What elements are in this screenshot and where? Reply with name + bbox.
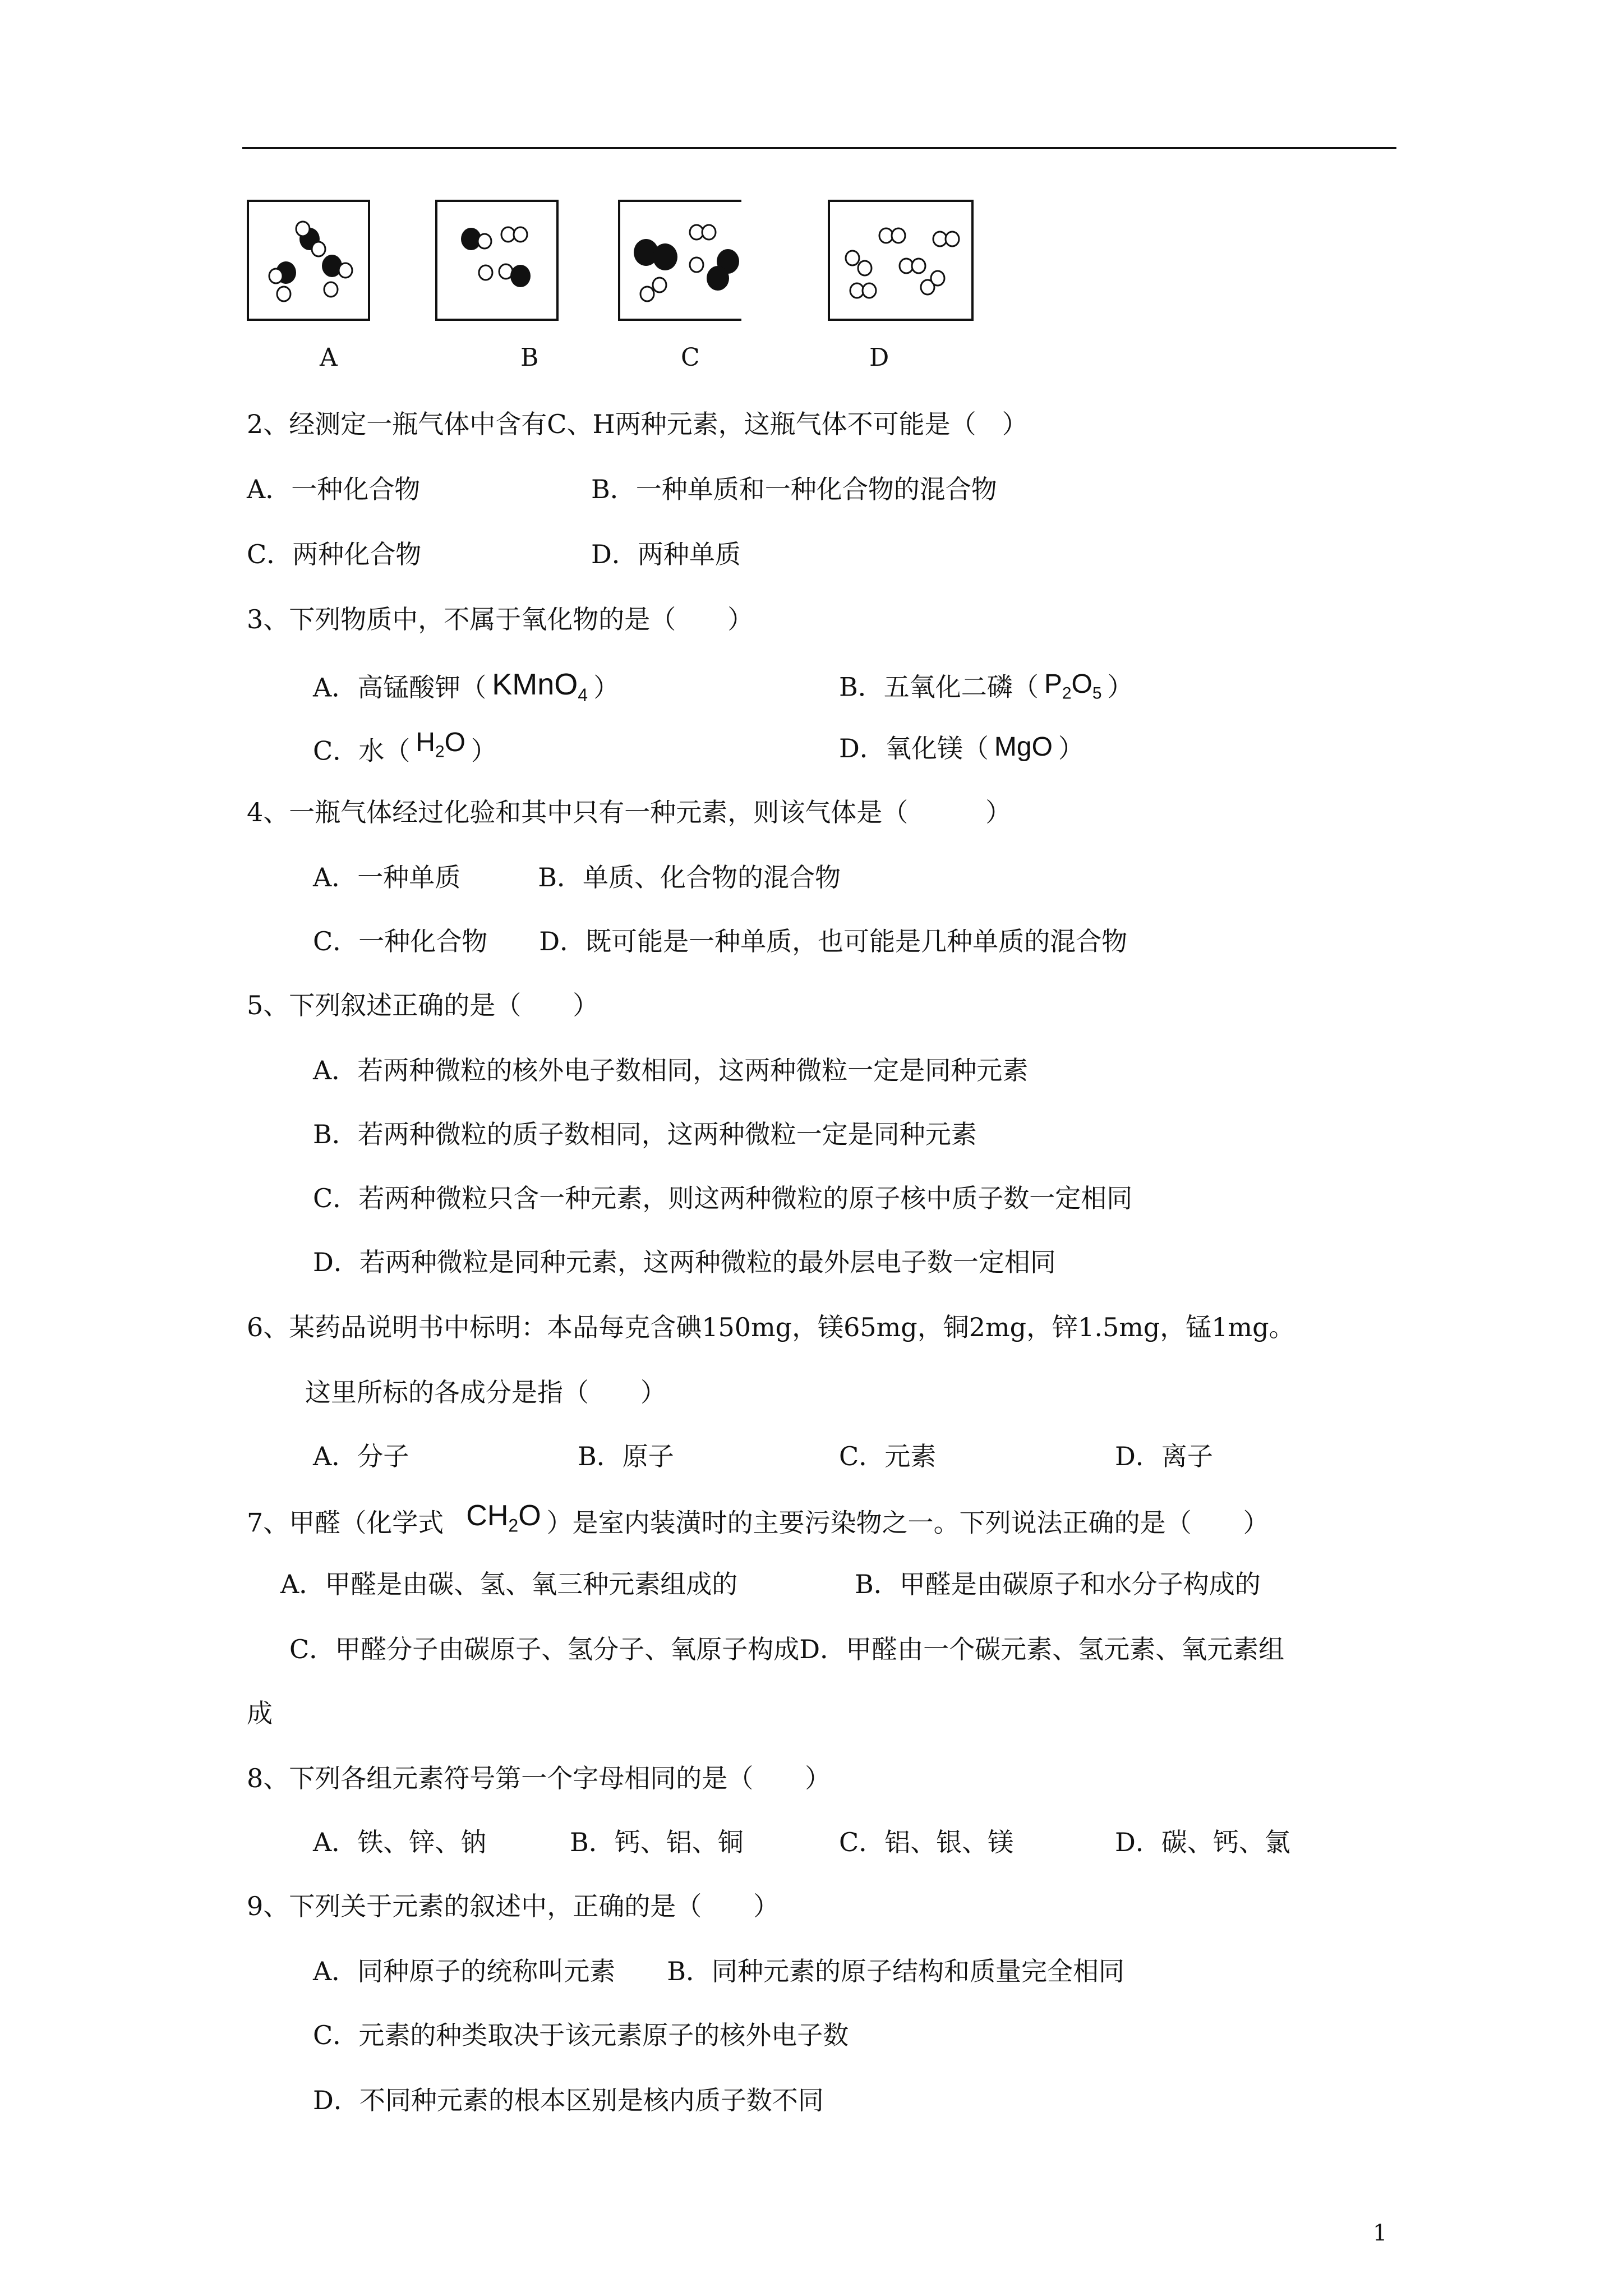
q2-option-c: C．两种化合物 bbox=[247, 539, 422, 569]
molecule-box-b bbox=[435, 200, 559, 321]
q2-option-b: B．一种单质和一种化合物的混合物 bbox=[591, 474, 997, 504]
formula-h2o: $H_2O$ bbox=[416, 728, 465, 761]
q9-option-c: C．元素的种类取决于该元素原子的核外电子数 bbox=[313, 2020, 849, 2050]
question-6-cont: 这里所标的各成分是指（ ） bbox=[305, 1377, 666, 1407]
question-7-end: ）是室内装潢时的主要污染物之一。下列说法正确的是（ ） bbox=[546, 1507, 1269, 1538]
q7-options-cd: C．甲醛分子由碳原子、氢分子、氧原子构成D．甲醛由一个碳元素、氢元素、氧元素组 bbox=[289, 1634, 1285, 1664]
question-6: 6、某药品说明书中标明：本品每克含碘150mg，镁65mg，铜2mg，锌1.5mg，锰1mg。 bbox=[247, 1312, 1295, 1342]
q4-options-cd: C．一种化合物 D．既可能是一种单质，也可能是几种单质的混合物 bbox=[313, 926, 1128, 956]
q3-option-a: A．高锰酸钾（ KMnO$_4$ ） bbox=[313, 669, 619, 711]
q4-options-ab: A．一种单质 B．单质、化合物的混合物 bbox=[313, 862, 841, 892]
q6-option-b: B．原子 bbox=[578, 1441, 674, 1471]
question-4: 4、一瓶气体经过化验和其中只有一种元素，则该气体是（ ） bbox=[247, 797, 1012, 827]
diagram-label-b: B bbox=[520, 343, 539, 372]
q8-option-a: A．铁、锌、钠 bbox=[313, 1827, 487, 1857]
q3-option-b: B．五氧化二磷（ $P_2O_5$ ） bbox=[839, 669, 1133, 710]
q3-option-d-label: D．氧化镁（ bbox=[839, 733, 989, 763]
q6-option-c: C．元素 bbox=[839, 1441, 937, 1471]
q5-option-c: C．若两种微粒只含一种元素，则这两种微粒的原子核中质子数一定相同 bbox=[313, 1183, 1133, 1213]
q2-option-a: A．一种化合物 bbox=[247, 474, 421, 504]
q5-option-a: A．若两种微粒的核外电子数相同，这两种微粒一定是同种元素 bbox=[313, 1055, 1029, 1085]
q5-option-d: D．若两种微粒是同种元素，这两种微粒的最外层电子数一定相同 bbox=[313, 1247, 1056, 1277]
diagram-label-c: C bbox=[681, 343, 700, 372]
question-2: 2、经测定一瓶气体中含有C、H两种元素，这瓶气体不可能是（ ） bbox=[247, 409, 1028, 439]
q6-option-d: D．离子 bbox=[1115, 1441, 1213, 1471]
q7-option-b: B．甲醛是由碳原子和水分子构成的 bbox=[855, 1569, 1261, 1599]
q7-options-cd-cont: 成 bbox=[247, 1698, 273, 1728]
question-7-start: 7、甲醛（化学式 bbox=[247, 1507, 444, 1538]
question-8: 8、下列各组元素符号第一个字母相同的是（ ） bbox=[247, 1763, 831, 1793]
q9-options-ab: A．同种原子的统称叫元素 B．同种元素的原子结构和质量完全相同 bbox=[313, 1956, 1125, 1986]
q8-option-c: C．铝、银、镁 bbox=[839, 1827, 1014, 1857]
page-number: 1 bbox=[1373, 2220, 1387, 2246]
formula-ch2o: $CH_2O$ bbox=[466, 1499, 541, 1536]
q9-option-d: D．不同种元素的根本区别是核内质子数不同 bbox=[313, 2085, 824, 2115]
q8-option-d: D．碳、钙、氯 bbox=[1115, 1827, 1290, 1857]
q2-option-d: D．两种单质 bbox=[591, 539, 741, 569]
formula-p2o5: $P_2O_5$ bbox=[1044, 669, 1102, 703]
molecule-box-a bbox=[247, 200, 370, 321]
q7-option-a: A．甲醛是由碳、氢、氧三种元素组成的 bbox=[280, 1569, 738, 1599]
question-5: 5、下列叙述正确的是（ ） bbox=[247, 990, 599, 1020]
q3-option-c-label: C．水（ bbox=[313, 735, 411, 766]
q3-option-d: D．氧化镁（ MgO ） bbox=[839, 732, 1084, 763]
q3-option-c: C．水（ $H_2O$ ） bbox=[313, 733, 497, 774]
diagram-label-d: D bbox=[869, 343, 889, 372]
header-rule bbox=[242, 147, 1396, 149]
q8-option-b: B．钙、铝、铜 bbox=[570, 1827, 744, 1857]
molecule-box-c bbox=[618, 200, 741, 321]
q3-option-b-label: B．五氧化二磷（ bbox=[839, 671, 1039, 702]
question-3: 3、下列物质中，不属于氧化物的是（ ） bbox=[247, 604, 754, 634]
question-9: 9、下列关于元素的叙述中，正确的是（ ） bbox=[247, 1891, 780, 1921]
formula-kmno4: KMnO$_4$ bbox=[492, 668, 588, 705]
molecule-diagram bbox=[247, 200, 1032, 368]
diagram-label-a: A bbox=[320, 343, 338, 372]
q3-option-a-label: A．高锰酸钾（ bbox=[313, 672, 487, 703]
molecule-box-d bbox=[828, 200, 974, 321]
formula-mgo: MgO bbox=[994, 732, 1053, 762]
q6-option-a: A．分子 bbox=[313, 1441, 409, 1471]
q5-option-b: B．若两种微粒的质子数相同，这两种微粒一定是同种元素 bbox=[313, 1119, 977, 1149]
question-7 bbox=[247, 1499, 1269, 1545]
